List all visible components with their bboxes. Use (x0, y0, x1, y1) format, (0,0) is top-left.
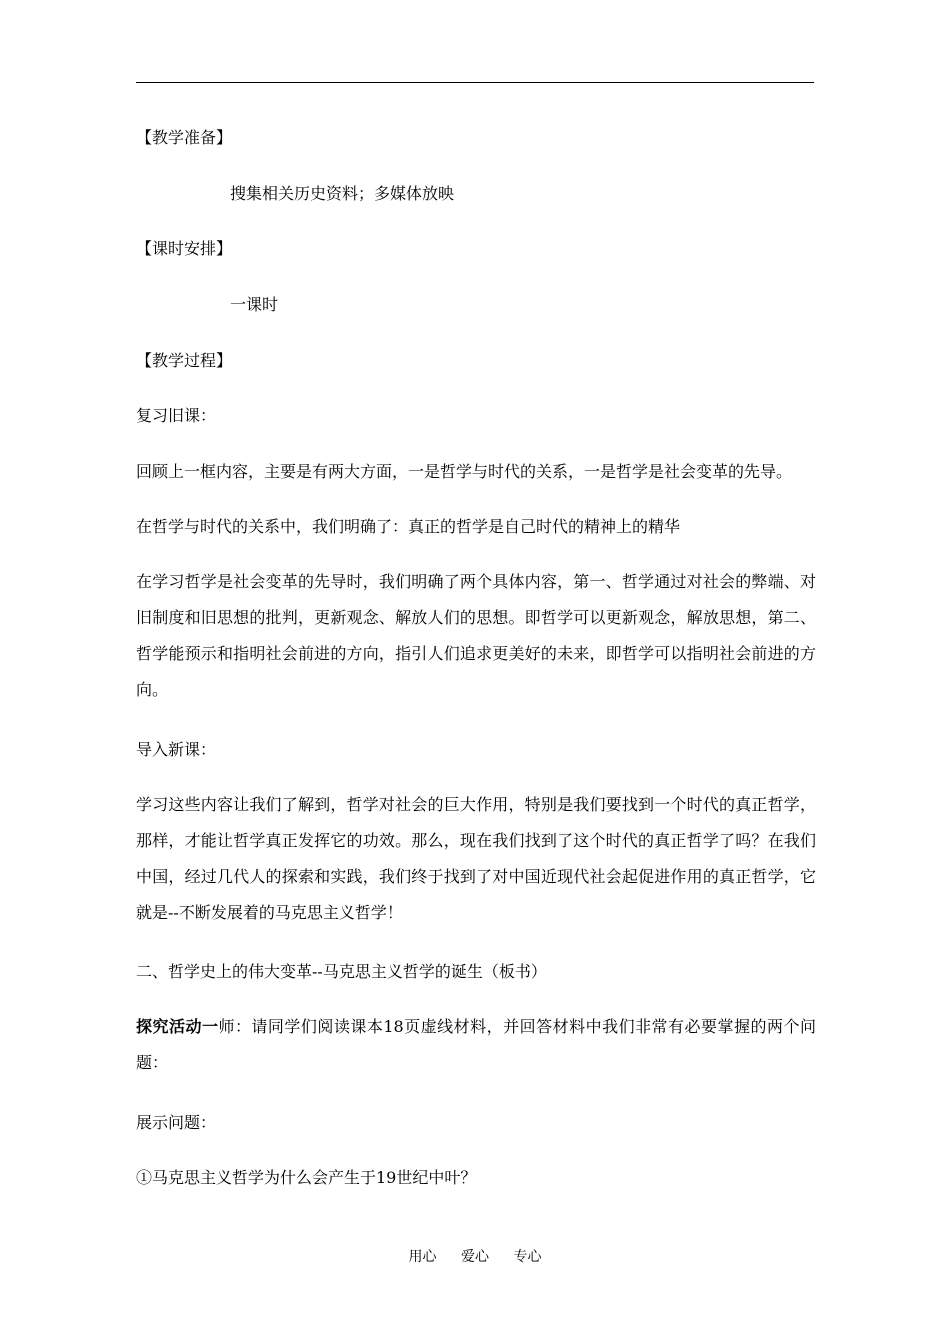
review-paragraph-3: 在学习哲学是社会变革的先导时，我们明确了两个具体内容，第一、哲学通过对社会的弊端、对旧制度和旧思想的批判，更新观念、解放人们的思想。即哲学可以更新观念，解放思想，第二、哲学能预示和指明社会前进的方向，指引人们追求更美好的未来，即哲学可以指明社会前进的方向。 (136, 572, 816, 699)
header-rule (136, 82, 814, 83)
intro-heading: 导入新课： (136, 740, 217, 759)
activity-paragraph (136, 1009, 816, 1081)
review-heading: 复习旧课： (136, 406, 217, 425)
activity-label: 探究活动一 (136, 1017, 219, 1036)
footer-item: 爱心 (461, 1249, 489, 1265)
footer-item: 专心 (513, 1249, 542, 1265)
schedule-heading: 【课时安排】 (136, 239, 233, 258)
prep-text: 搜集相关历史资料；多媒体放映 (230, 184, 455, 203)
page-footer (0, 1248, 950, 1266)
intro-paragraph: 学习这些内容让我们了解到，哲学对社会的巨大作用，特别是我们要找到一个时代的真正哲学，那样，才能让哲学真正发挥它的功效。那么，现在我们找到了这个时代的真正哲学了吗？在我们中国，经过几代人的探索和实践，我们终于找到了对中国近现代社会起促进作用的真正哲学，它就是--不断发展着的马克思主义哲学！ (136, 795, 816, 922)
question-1: ①马克思主义哲学为什么会产生于19世纪中叶？ (136, 1168, 477, 1187)
process-heading: 【教学过程】 (136, 351, 233, 370)
topic-title: 二、哲学史上的伟大变革--马克思主义哲学的诞生（板书） (136, 962, 547, 981)
review-paragraph-1: 回顾上一框内容，主要是有两大方面，一是哲学与时代的关系，一是哲学是社会变革的先导。 (136, 462, 793, 481)
footer-item: 用心 (408, 1249, 437, 1265)
schedule-text: 一课时 (230, 295, 279, 314)
review-paragraph-2: 在哲学与时代的关系中，我们明确了：真正的哲学是自己时代的精神上的精华 (136, 517, 681, 536)
activity-text: 师：请同学们阅读课本18页虚线材料，并回答材料中我们非常有必要掌握的两个问题： (136, 1017, 816, 1072)
prep-heading: 【教学准备】 (136, 128, 233, 147)
questions-heading: 展示问题： (136, 1113, 217, 1132)
